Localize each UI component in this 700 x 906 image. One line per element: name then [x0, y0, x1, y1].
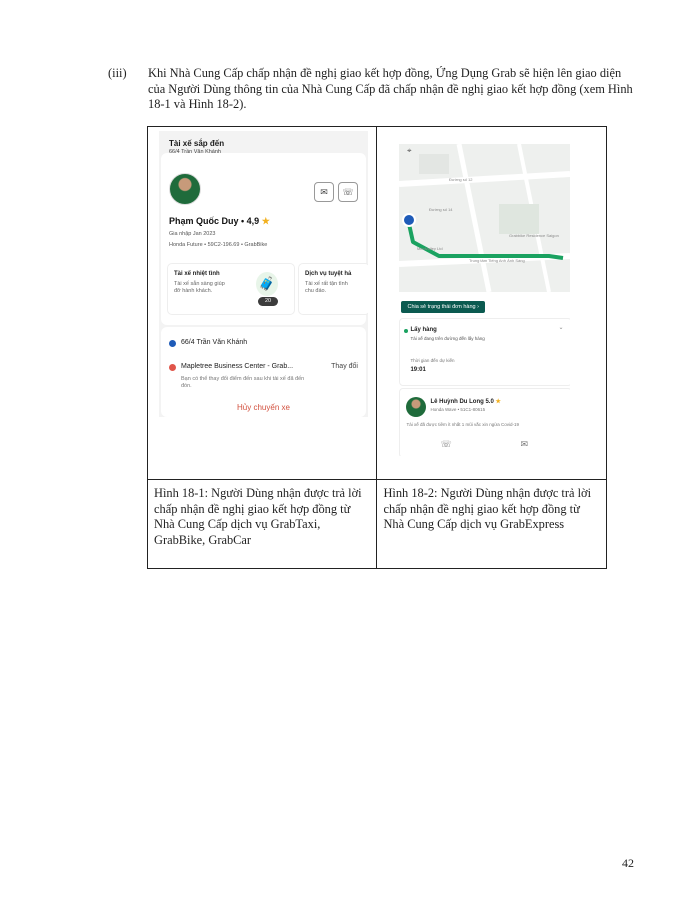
chevron-down-icon[interactable]: ⌄ [558, 325, 564, 331]
driver-name: Phạm Quốc Duy • 4,9 ★ [169, 216, 270, 226]
chat-icon[interactable]: ✉ [314, 182, 334, 202]
dropoff-address[interactable]: Mapletree Business Center - Grab... [181, 363, 294, 370]
caption-18-2: Hình 18-2: Người Dùng nhận được trả lời chấp nhận đề nghị giao kết hợp đồng từ Nhà Cung Cấp dịch vụ GrabExpress [377, 480, 607, 569]
dropoff-pin-icon [169, 364, 176, 371]
driver-avatar-2 [406, 397, 426, 417]
driver-card [161, 139, 366, 325]
status-sheet [399, 318, 570, 386]
share-status-button[interactable]: Chia sẻ trạng thái đơn hàng › [401, 301, 484, 313]
paragraph-text: Khi Nhà Cung Cấp chấp nhận đề nghị giao kết hợp đồng, Ứng Dụng Grab sẽ hiện lên giao diện của Người Dùng thông tin của Nhà Cung Cấp đã chấp nhận đề nghị giao kết hợp đồng (xem Hình 18-1 và Hình 18-2). [148, 66, 633, 111]
driver-card-2 [399, 388, 570, 456]
driver-joined: Gia nhập Jan 2023 [169, 231, 216, 237]
route-card [161, 327, 366, 417]
feature-friendly [167, 263, 295, 315]
grabbike-screenshot [159, 131, 368, 417]
page-number: 42 [622, 856, 634, 870]
figure-table [147, 126, 607, 569]
grabexpress-screenshot [399, 144, 570, 456]
feature2-title: Dịch vụ tuyệt hả [305, 271, 352, 277]
driver-name-2: Lê Huỳnh Du Long 5.0 ★ [430, 399, 501, 405]
header-title: Tài xế sắp đến [169, 139, 225, 148]
phone-icon[interactable]: ☏ [440, 439, 452, 449]
star-icon: ★ [261, 216, 270, 226]
eta-label: Thời gian đến dự kiến [410, 358, 455, 363]
eta-value: 19:01 [410, 367, 426, 373]
chat-icon[interactable]: ✉ [520, 439, 529, 449]
pickup-pin-icon [169, 340, 176, 347]
dropoff-note: Bạn có thể thay đổi điểm đến sau khi tài xế đã đến đón. [181, 376, 305, 389]
header-address: 66/4 Trần Văn Khánh [169, 149, 221, 155]
map-label-5: Trung tâm Tiếng Anh Ánh Sáng [469, 258, 526, 263]
map-label-3: Grabbike Residence Saigon [509, 233, 560, 238]
covid-note: Tài xế đã được tiêm ít nhất 1 mũi vắc xin ngừa Covid-19 [406, 422, 519, 427]
caption-18-1: Hình 18-1: Người Dùng nhận được trả lời chấp nhận đề nghị giao kết hợp đồng từ Nhà Cung Cấp dịch vụ GrabTaxi, GrabBike, GrabCar [148, 480, 377, 569]
star-icon: ★ [495, 399, 501, 405]
map-label-4: Mindvalley Ltd [417, 246, 444, 251]
status-sub: Tài xế đang trên đường đến lấy hàng [410, 336, 485, 341]
feature1-count: 20 [258, 297, 278, 306]
driver-avatar [169, 173, 201, 205]
map-label-2: Đường số 14 [429, 207, 454, 212]
route-map[interactable] [399, 144, 570, 292]
origin-pin-icon [403, 214, 415, 226]
feature1-title: Tài xế nhiệt tình [174, 271, 220, 277]
svg-text:⌖: ⌖ [407, 146, 412, 155]
bag-icon: 🧳 [256, 272, 278, 296]
feature2-desc: Tài xế rất tận tình chu đáo. [305, 281, 348, 294]
figure-18-2-image [377, 127, 607, 480]
feature1-desc: Tài xế sẵn sàng giúp đỡ hành khách. [174, 281, 225, 294]
paragraph-number: (iii) [108, 66, 127, 80]
pickup-address: 66/4 Trần Văn Khánh [181, 339, 248, 346]
change-destination-link[interactable]: Thay đổi [331, 363, 358, 370]
driver-vehicle: Honda Future • 59C2-196.69 • GrabBike [169, 242, 268, 248]
figure-18-1-image [148, 127, 377, 480]
status-title: Lấy hàng [410, 327, 437, 333]
phone-icon[interactable]: ☏ [338, 182, 358, 202]
map-label-1: Đường số 12 [449, 177, 474, 182]
status-dot-icon [404, 329, 408, 333]
driver-vehicle-2: Honda Wave • 51C1-80615 [430, 407, 486, 412]
cancel-ride-button[interactable]: Hủy chuyến xe [237, 403, 290, 412]
feature-service [298, 263, 368, 315]
